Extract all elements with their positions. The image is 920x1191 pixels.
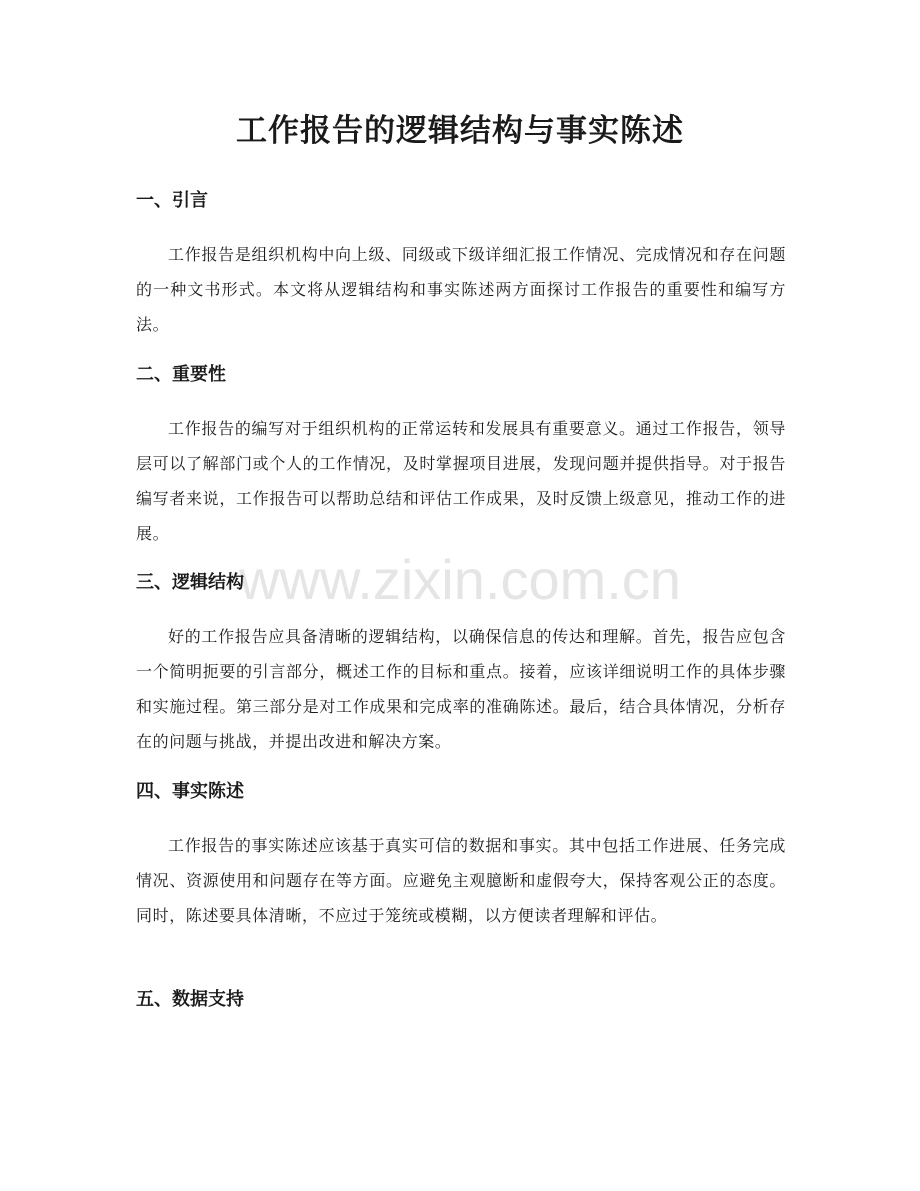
section-paragraph: 工作报告的编写对于组织机构的正常运转和发展具有重要意义。通过工作报告，领导层可以了解部门或个人的工作情况，及时掌握项目进展，发现问题并提供指导。对于报告编写者来说，工作报告可以帮助总结和评估工作成果，及时反馈上级意见，推动工作的进展。 <box>136 419 786 543</box>
watermark-text: www.zixin.com.cn <box>239 548 681 611</box>
section-heading: 四、事实陈述 <box>136 781 244 802</box>
section-introduction <box>136 188 786 342</box>
section-paragraph: 好的工作报告应具备清晰的逻辑结构，以确保信息的传达和理解。首先，报告应包含一个简明扼要的引言部分，概述工作的目标和重点。接着，应该详细说明工作的具体步骤和实施过程。第三部分是对工作成果和完成率的准确陈述。最后，结合具体情况，分析存在的问题与挑战，并提出改进和解决方案。 <box>136 627 786 751</box>
section-paragraph: 工作报告的事实陈述应该基于真实可信的数据和事实。其中包括工作进展、任务完成情况、资源使用和问题存在等方面。应避免主观臆断和虚假夸大，保持客观公正的态度。同时，陈述要具体清晰，不应过于笼统或模糊，以方便读者理解和评估。 <box>136 836 786 925</box>
section-data-support <box>136 987 786 1013</box>
section-heading: 三、逻辑结构 <box>136 572 244 593</box>
document-title: 工作报告的逻辑结构与事实陈述 <box>236 113 684 149</box>
section-logical-structure <box>136 570 786 759</box>
section-heading: 二、重要性 <box>136 364 226 385</box>
section-heading: 一、引言 <box>136 190 208 211</box>
section-importance <box>136 362 786 551</box>
section-paragraph: 工作报告是组织机构中向上级、同级或下级详细汇报工作情况、完成情况和存在问题的一种文书形式。本文将从逻辑结构和事实陈述两方面探讨工作报告的重要性和编写方法。 <box>136 245 786 334</box>
section-factual-statement <box>136 779 786 933</box>
section-heading: 五、数据支持 <box>136 989 244 1010</box>
